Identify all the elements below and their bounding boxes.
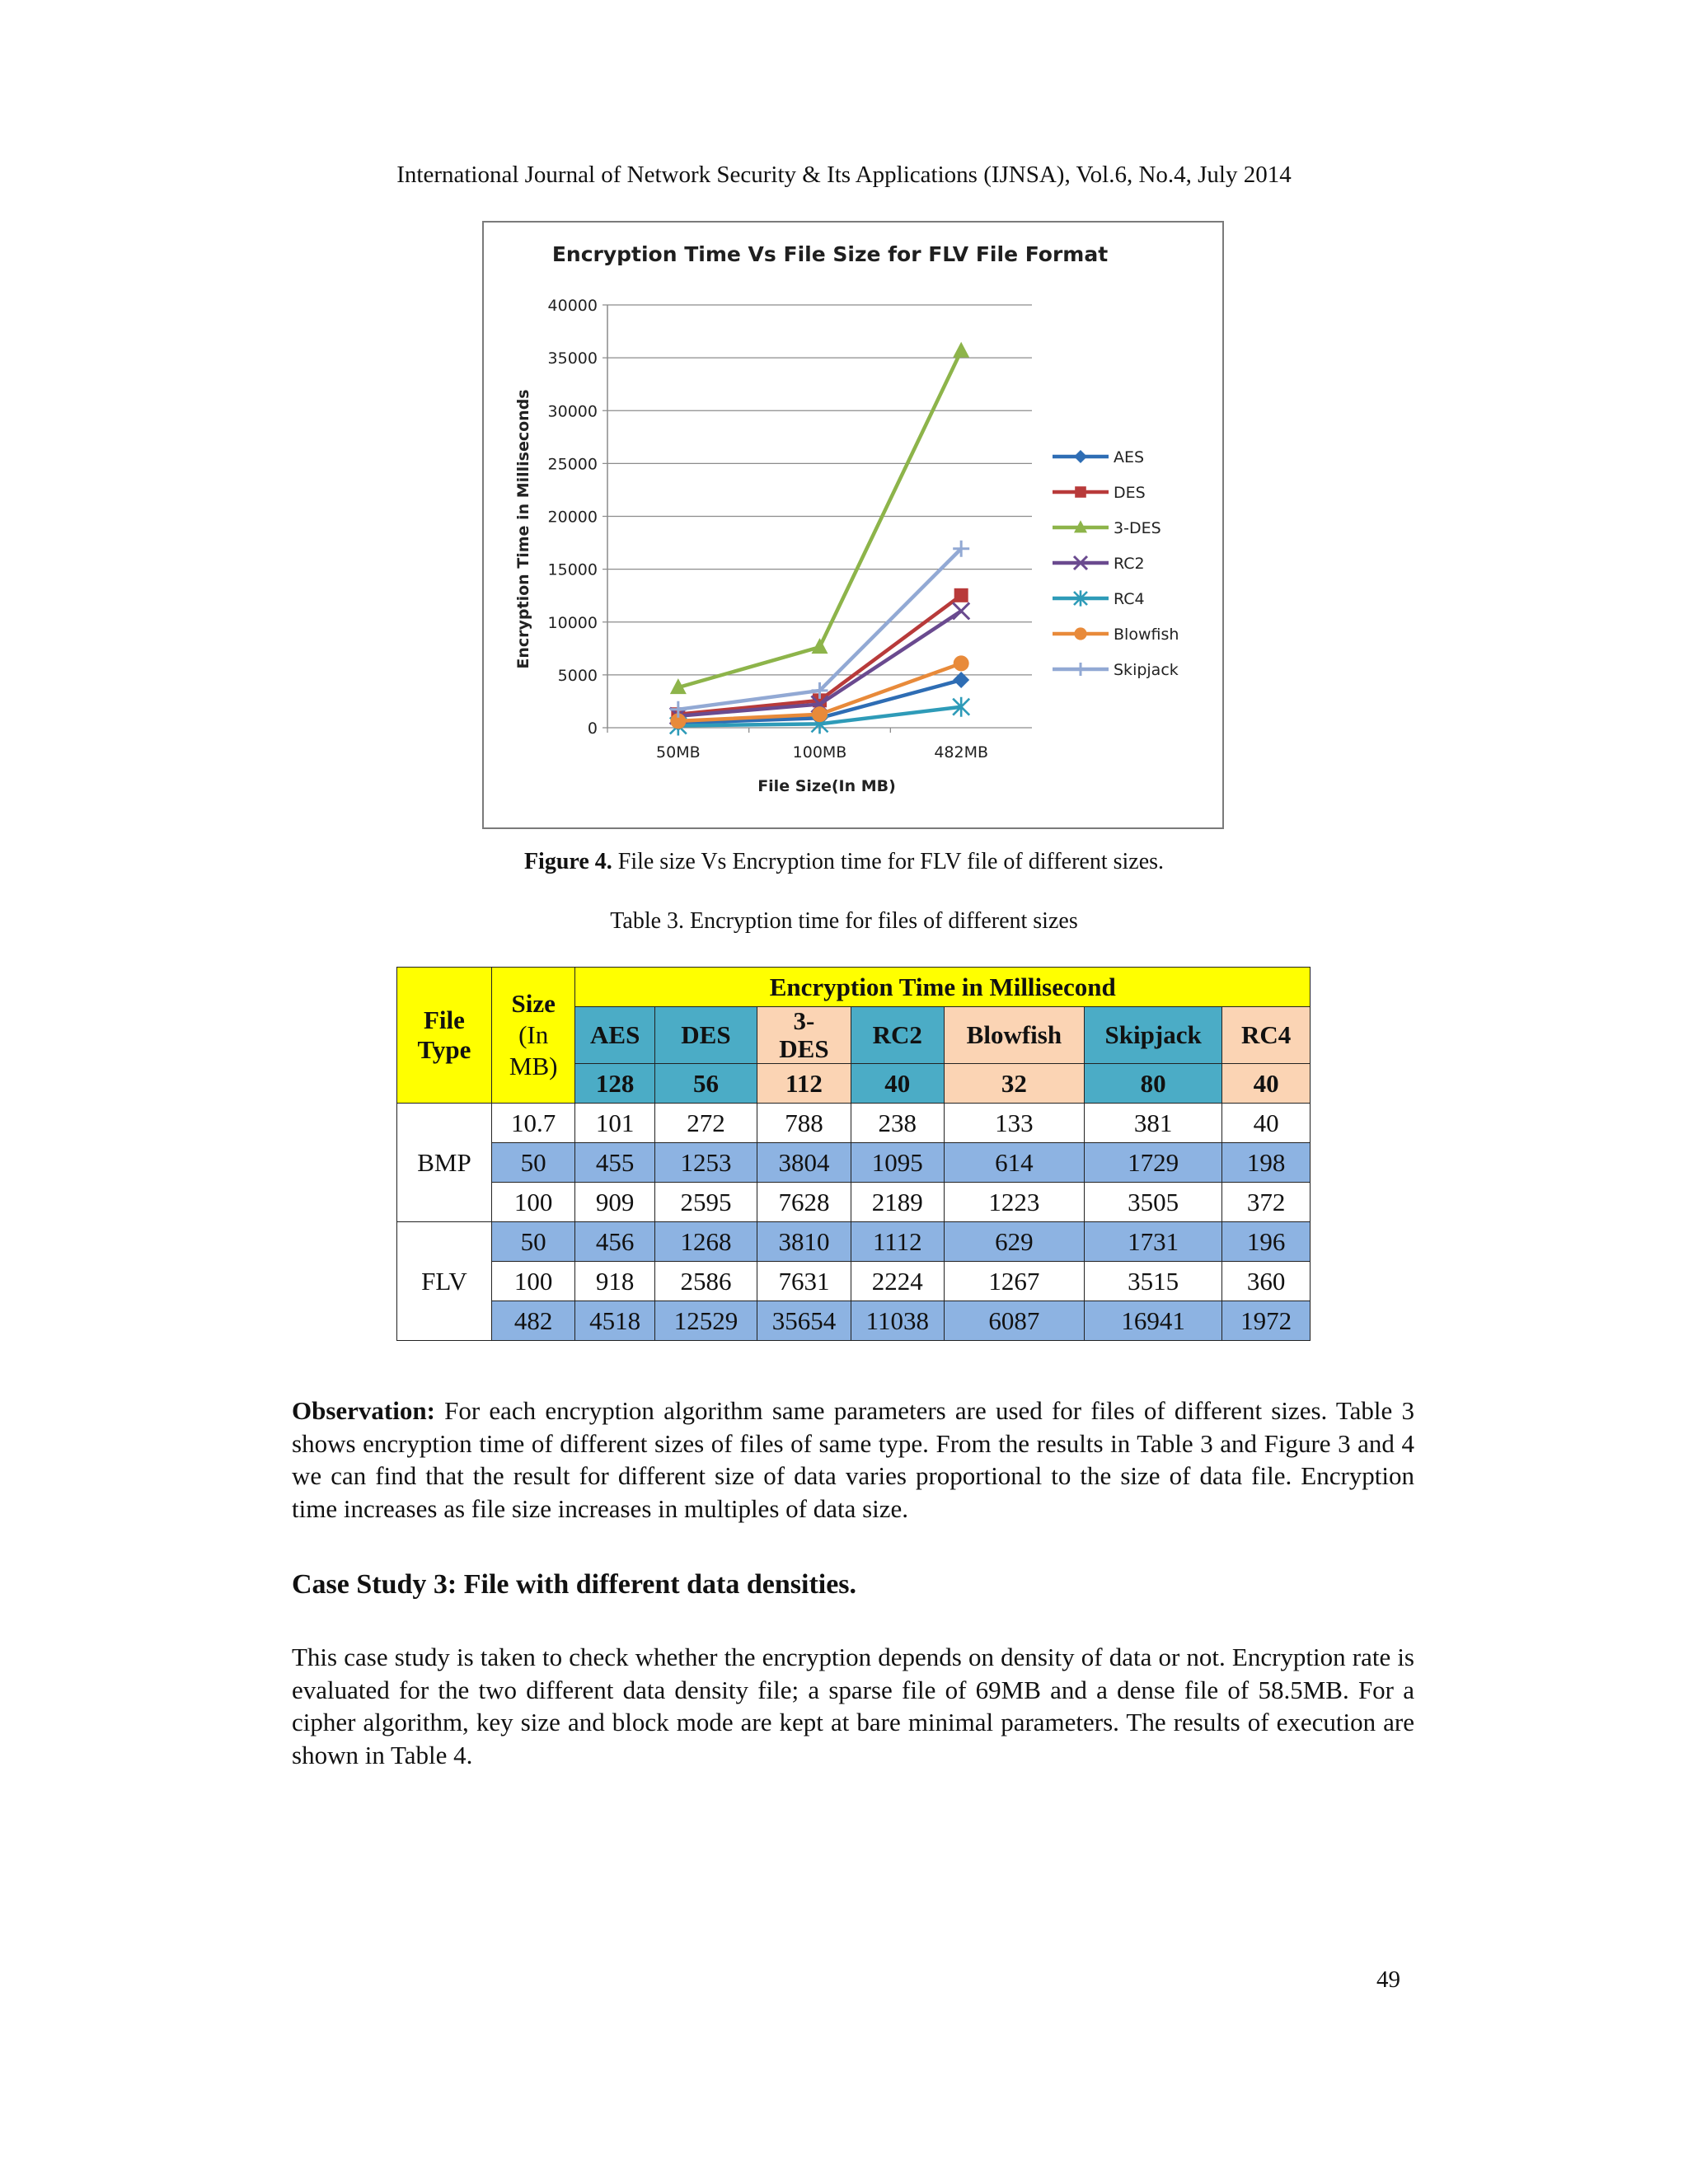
time-cell: 16941 bbox=[1085, 1301, 1222, 1341]
time-cell: 614 bbox=[944, 1143, 1084, 1183]
table-row bbox=[397, 1143, 1311, 1183]
size-cell: 50 bbox=[491, 1143, 575, 1183]
table-row bbox=[397, 1104, 1311, 1143]
y-axis-label: Encryption Time in Milliseconds bbox=[514, 389, 532, 669]
time-cell: 35654 bbox=[757, 1301, 851, 1341]
data-point bbox=[812, 706, 828, 722]
time-cell: 1112 bbox=[851, 1222, 944, 1262]
key-size-cell: 40 bbox=[851, 1064, 944, 1104]
figure-caption-sep: . bbox=[606, 849, 612, 874]
time-cell: 788 bbox=[757, 1104, 851, 1143]
algorithm-header: AES bbox=[575, 1007, 654, 1064]
time-cell: 7628 bbox=[757, 1183, 851, 1222]
time-cell: 3810 bbox=[757, 1222, 851, 1262]
data-point bbox=[1075, 486, 1086, 498]
data-point bbox=[954, 588, 968, 602]
figure-caption-text: File size Vs Encryption time for FLV file of different sizes. bbox=[612, 849, 1165, 874]
algorithm-header: Skipjack bbox=[1085, 1007, 1222, 1064]
time-cell: 1972 bbox=[1222, 1301, 1311, 1341]
table-row bbox=[397, 1262, 1311, 1301]
file-type-cell: BMP bbox=[397, 1104, 492, 1222]
time-cell: 3505 bbox=[1085, 1183, 1222, 1222]
time-cell: 1731 bbox=[1085, 1222, 1222, 1262]
series-lines bbox=[670, 342, 969, 736]
legend-label: AES bbox=[1114, 448, 1145, 466]
key-size-cell: 80 bbox=[1085, 1064, 1222, 1104]
case-study-heading: Case Study 3: File with different data densities. bbox=[292, 1569, 857, 1600]
data-point bbox=[1074, 663, 1087, 676]
time-cell: 918 bbox=[575, 1262, 654, 1301]
file-type-header: File Type bbox=[397, 968, 492, 1104]
data-point bbox=[1074, 627, 1086, 640]
time-cell: 360 bbox=[1222, 1262, 1311, 1301]
algorithm-name-part: DES bbox=[779, 1034, 829, 1063]
size-header-unit: (In MB) bbox=[509, 1020, 558, 1080]
time-cell: 6087 bbox=[944, 1301, 1084, 1341]
file-type-cell: FLV bbox=[397, 1222, 492, 1341]
time-cell: 7631 bbox=[757, 1262, 851, 1301]
legend-item bbox=[1053, 555, 1145, 573]
figure-4-chart bbox=[482, 221, 1224, 829]
legend-item bbox=[1053, 661, 1179, 679]
line-chart bbox=[484, 223, 1226, 831]
encryption-time-header: Encryption Time in Millisecond bbox=[575, 968, 1311, 1007]
running-header: International Journal of Network Security & Its Applications (IJNSA), Vol.6, No.4, July 2014 bbox=[396, 162, 1292, 188]
time-cell: 2189 bbox=[851, 1183, 944, 1222]
table-caption: Table 3. Encryption time for files of different sizes bbox=[610, 908, 1078, 934]
time-cell: 12529 bbox=[654, 1301, 757, 1341]
chart-title: Encryption Time Vs File Size for FLV File Format bbox=[551, 242, 1109, 266]
time-cell: 1223 bbox=[944, 1183, 1084, 1222]
table-row bbox=[397, 1301, 1311, 1341]
algorithm-header: RC4 bbox=[1222, 1007, 1311, 1064]
legend-item bbox=[1053, 590, 1145, 608]
key-size-cell: 32 bbox=[944, 1064, 1084, 1104]
table-row bbox=[397, 1222, 1311, 1262]
time-cell: 1268 bbox=[654, 1222, 757, 1262]
time-cell: 133 bbox=[944, 1104, 1084, 1143]
y-axis-ticks bbox=[548, 297, 598, 738]
legend-item bbox=[1053, 626, 1179, 644]
x-tick-label: 50MB bbox=[656, 743, 701, 762]
results-table bbox=[396, 967, 1311, 1341]
gridlines bbox=[603, 305, 1032, 733]
size-cell: 100 bbox=[491, 1183, 575, 1222]
key-size-cell: 56 bbox=[654, 1064, 757, 1104]
time-cell: 1729 bbox=[1085, 1143, 1222, 1183]
time-cell: 629 bbox=[944, 1222, 1084, 1262]
data-point bbox=[953, 672, 969, 688]
legend-item bbox=[1053, 519, 1161, 537]
x-tick-label: 100MB bbox=[792, 743, 847, 762]
algorithm-name-part: 3- bbox=[793, 1006, 815, 1035]
data-point bbox=[953, 342, 969, 358]
legend-item bbox=[1053, 448, 1144, 466]
size-cell: 100 bbox=[491, 1262, 575, 1301]
legend bbox=[1053, 448, 1179, 679]
key-size-cell: 40 bbox=[1222, 1064, 1311, 1104]
time-cell: 2224 bbox=[851, 1262, 944, 1301]
data-point bbox=[812, 638, 828, 654]
table-body bbox=[397, 1104, 1311, 1341]
time-cell: 1095 bbox=[851, 1143, 944, 1183]
size-cell: 50 bbox=[491, 1222, 575, 1262]
series-des bbox=[671, 588, 968, 721]
data-point bbox=[1074, 450, 1087, 463]
y-tick-label: 10000 bbox=[547, 613, 598, 632]
data-point bbox=[954, 655, 969, 671]
legend-label: Skipjack bbox=[1114, 661, 1179, 679]
figure-caption bbox=[0, 849, 1688, 875]
time-cell: 272 bbox=[654, 1104, 757, 1143]
time-cell: 456 bbox=[575, 1222, 654, 1262]
y-tick-label: 15000 bbox=[547, 560, 598, 579]
size-cell: 10.7 bbox=[491, 1104, 575, 1143]
legend-label: 3-DES bbox=[1114, 519, 1161, 537]
time-cell: 2595 bbox=[654, 1183, 757, 1222]
time-cell: 909 bbox=[575, 1183, 654, 1222]
x-axis-label: File Size(In MB) bbox=[757, 777, 896, 795]
case-study-paragraph: This case study is taken to check whether the encryption depends on density of data or not. Encryption rate is evaluated for the two different data density file; a sparse file of 69MB and a dense file of 58.5MB. For a cipher algorithm, key size and block mode are kept at bare minimal parameters. The results of execution are shown in Table 4. bbox=[292, 1643, 1414, 1769]
key-size-cell: 112 bbox=[757, 1064, 851, 1104]
time-cell: 196 bbox=[1222, 1222, 1311, 1262]
time-cell: 4518 bbox=[575, 1301, 654, 1341]
time-cell: 372 bbox=[1222, 1183, 1311, 1222]
time-cell: 198 bbox=[1222, 1143, 1311, 1183]
time-cell: 11038 bbox=[851, 1301, 944, 1341]
series-3-des bbox=[670, 342, 969, 694]
y-tick-label: 5000 bbox=[557, 666, 598, 685]
time-cell: 40 bbox=[1222, 1104, 1311, 1143]
algorithm-header: DES bbox=[654, 1007, 757, 1064]
y-tick-label: 25000 bbox=[547, 455, 598, 474]
x-axis-ticks bbox=[656, 743, 988, 762]
time-cell: 381 bbox=[1085, 1104, 1222, 1143]
time-cell: 3515 bbox=[1085, 1262, 1222, 1301]
algorithm-header bbox=[757, 1007, 851, 1064]
size-header-bold: Size bbox=[511, 989, 556, 1018]
time-cell: 2586 bbox=[654, 1262, 757, 1301]
algorithm-header: RC2 bbox=[851, 1007, 944, 1064]
time-cell: 3804 bbox=[757, 1143, 851, 1183]
time-cell: 238 bbox=[851, 1104, 944, 1143]
observation-label: Observation: bbox=[292, 1396, 435, 1425]
time-cell: 1253 bbox=[654, 1143, 757, 1183]
y-tick-label: 30000 bbox=[547, 402, 598, 421]
data-point bbox=[953, 602, 969, 619]
algorithm-header: Blowfish bbox=[944, 1007, 1084, 1064]
observation-text: For each encryption algorithm same parameters are used for files of different sizes. Table 3 shows encryption time of different sizes of files of same type. From the results in Table 3 and Figure 3 and 4 we can find that the result for different size of data varies proportional to the size of data file. Encryption time increases as file size increases in multiples of data size. bbox=[292, 1396, 1414, 1523]
legend-label: DES bbox=[1114, 484, 1146, 502]
legend-label: RC4 bbox=[1114, 590, 1145, 608]
table-row bbox=[397, 1183, 1311, 1222]
y-tick-label: 0 bbox=[587, 719, 598, 738]
y-tick-label: 40000 bbox=[547, 297, 598, 315]
page-number: 49 bbox=[1376, 1966, 1400, 1993]
x-tick-label: 482MB bbox=[934, 743, 989, 762]
key-size-cell: 128 bbox=[575, 1064, 654, 1104]
time-cell: 455 bbox=[575, 1143, 654, 1183]
legend-item bbox=[1053, 484, 1146, 502]
legend-label: RC2 bbox=[1114, 555, 1145, 573]
figure-caption-label: Figure 4 bbox=[523, 849, 607, 874]
legend-label: Blowfish bbox=[1114, 626, 1179, 644]
time-cell: 101 bbox=[575, 1104, 654, 1143]
size-cell: 482 bbox=[491, 1301, 575, 1341]
y-tick-label: 20000 bbox=[547, 508, 598, 527]
y-tick-label: 35000 bbox=[547, 349, 598, 368]
size-header bbox=[491, 968, 575, 1104]
observation-paragraph bbox=[292, 1394, 1414, 1525]
time-cell: 1267 bbox=[944, 1262, 1084, 1301]
